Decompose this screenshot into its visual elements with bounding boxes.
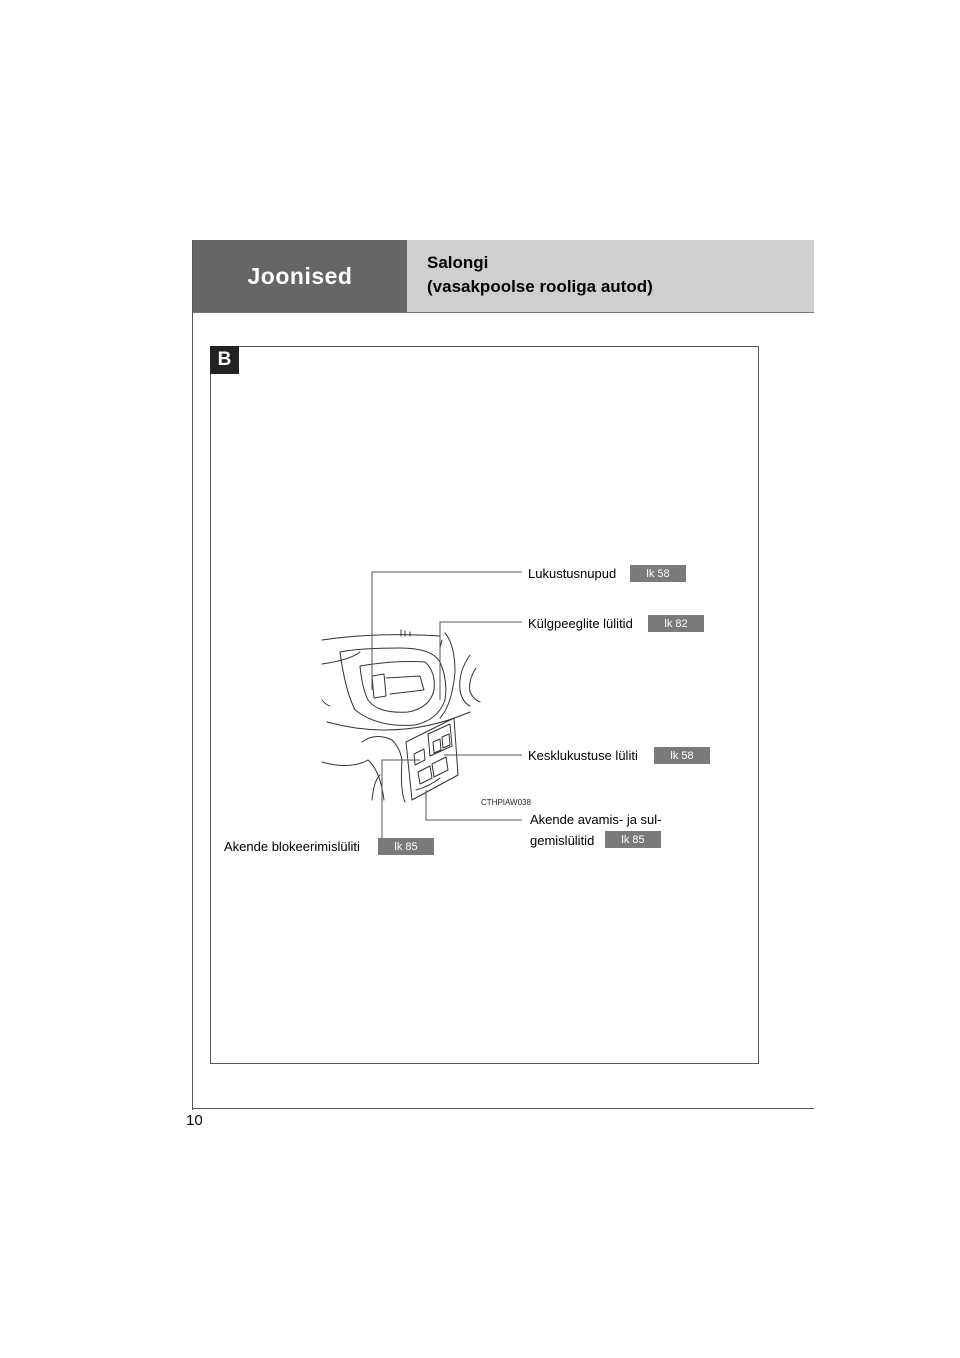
- image-code: CTHPIAW038: [481, 798, 531, 807]
- callout-label-window-switches-line-2: gemislülitid: [530, 833, 595, 848]
- callout-label-window-lock-switch: Akende blokeerimislüliti: [224, 839, 360, 854]
- callout-pageref-mirror-switches: lk 82: [648, 615, 704, 632]
- callout-label-central-lock-switch: Kesklukustuse lüliti: [528, 748, 638, 763]
- page-bottom-rule: [192, 1108, 814, 1109]
- page-heading-line-1: Salongi: [427, 253, 489, 272]
- page-heading-line-2: (vasakpoolse rooliga autod): [427, 277, 653, 296]
- callout-pageref-window-lock-switch: lk 85: [378, 838, 434, 855]
- callout-pageref-lock-buttons: lk 58: [630, 565, 686, 582]
- section-title: Joonised: [247, 263, 353, 289]
- callout-pageref-window-switches: lk 85: [605, 831, 661, 848]
- page-number: 10: [186, 1112, 203, 1129]
- callout-label-lock-buttons: Lukustusnupud: [528, 566, 617, 581]
- callout-label-mirror-switches: Külgpeeglite lülitid: [528, 616, 633, 631]
- callout-label-window-switches-line-1: Akende avamis- ja sul-: [530, 812, 662, 827]
- figure-badge: B: [210, 346, 239, 374]
- callout-pageref-central-lock-switch: lk 58: [654, 747, 710, 764]
